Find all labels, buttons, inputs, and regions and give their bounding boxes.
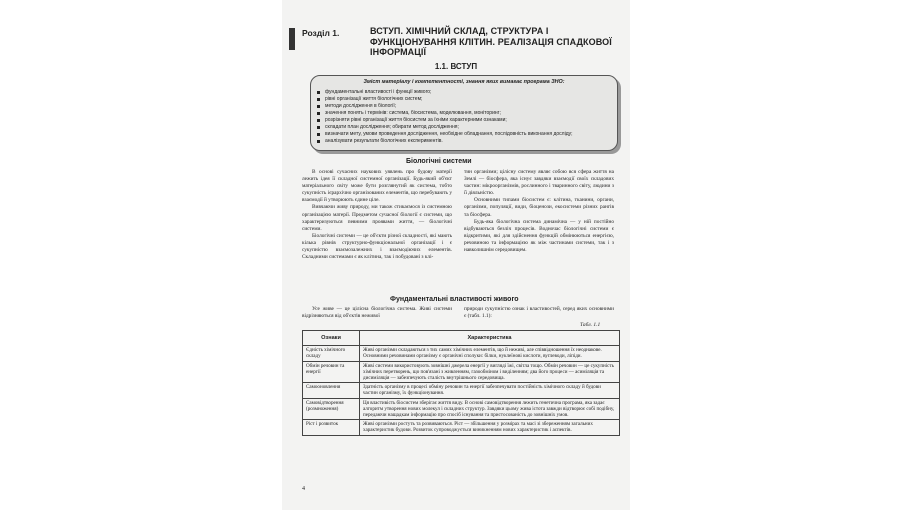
table-cell: Ця властивість біосистем зберігає життя виду. В основі самовідтворення лежить генетична програма, яка задає алгоритм утворення нових молекул і складних структур. Завдяки цьому жива істота завжди відтворює собі подібну, передаючи нащадкам інформацію про спосіб існування та пристосованість до зовнішніх умов. [360,398,620,420]
bio-right-column [464,169,614,254]
paragraph: Вивчаючи живу природу, ми також стикаємося із системною організацією матерії. Предметом сучасної біології є системи, що характеризуються певними проявами життя, — біологічні системи. [302,204,452,232]
bio-left-column [302,169,452,261]
bio-systems-heading: Біологічні системи [406,158,472,165]
book-page [282,0,630,510]
table-row [303,398,620,420]
section-number: Розділ 1. [302,28,340,38]
curriculum-heading: Зміст матеріалу і компетентності, знання яких вимагає програма ЗНО: [363,79,565,85]
paragraph: Біологічні системи — це об'єкти різної складності, які мають кілька рівнів структурно-функціональної організації і є сукупністю взаємозалежних і взаємодіючих елементів. Складними системами є як клітина, так і побудовані з клі- [302,232,452,261]
table-cell: Обмін речовин та енергії [303,361,360,383]
table-cell: Живі організми ростуть та розвиваються. Ріст — збільшення у розмірах та масі зі збереженням загальних характеристик будови. Розвиток супроводжується виникненням нових характеристик і аспектів. [360,420,620,435]
paragraph: Основними типами біосистем є: клітина, тканини, органи, організми, популяції, види, біоценози, екосистеми різних рангів та біосфера. [464,197,614,218]
curriculum-list [317,89,613,145]
table-cell: Ріст і розвиток [303,420,360,435]
table-cell: Самооновлення [303,383,360,398]
table-row [303,361,620,383]
list-item: рівні організації життя біологічних систем; [317,96,613,103]
curriculum-box [310,75,618,151]
paragraph: природи сукупністю ознак і властивостей, серед яких основними є (табл. 1.1): [464,306,614,320]
table-label: Табл. 1.1 [580,322,601,328]
table-cell: Самовідтворення (розмноження) [303,398,360,420]
table-cell: Єдність хімічного складу [303,346,360,361]
table-header-row [303,331,620,346]
list-item: значення понять і термінів: система, біосистема, моделювання, моніторинг; [317,110,613,117]
table-row [303,346,620,361]
list-item: складати план дослідження; обирати метод дослідження; [317,124,613,131]
list-item: аналізувати результати біологічних експериментів. [317,138,613,145]
table-row [303,420,620,435]
paragraph: Усе живе — це цілісна біологічна система. Живі системи відрізняються від об'єктів неживої [302,306,452,320]
paragraph: В основі сучасних наукових уявлень про будову матерії лежить ідея її складної системної організації. Будь-який об'єкт матеріального світу може бути розглянутий як система, тобто сукупність ієрархічно організованих елементів, що перебувають у взаємодії й утворюють єдине ціле. [302,169,452,204]
fund-left-text [302,306,452,320]
page-number: 4 [302,486,305,492]
table-row [303,383,620,398]
chapter-title: ВСТУП. ХІМІЧНИЙ СКЛАД, СТРУКТУРА І ФУНКЦІОНУВАННЯ КЛІТИН. РЕАЛІЗАЦІЯ СПАДКОВОЇ ІНФОРМАЦІЇ [370,26,612,57]
paragraph: тин організми; цілісну систему являє собою вся сфера життя на Землі — біосфера, яка існує завдяки взаємодії своїх складових частин: мікроорганізмів, рослинного і тваринного світу, людини з її діяльністю. [464,169,614,197]
section-marker [289,28,295,50]
list-item: методи дослідження в біології; [317,103,613,110]
list-item: фундаментальні властивості і функції живого; [317,89,613,96]
header-cell: Характеристика [360,331,620,346]
table-cell: Живі системи використовують зовнішні джерела енергії у вигляді їжі, світла тощо. Обмін речовин — це сукупність хімічних перетворень, що пов'язані з живленням, газообміном і виділенням; два його процеси — асиміляція та дисиміляція — забезпечують сталість внутрішнього середовища. [360,361,620,383]
paragraph: Будь-яка біологічна система динамічна — у ній постійно відбуваються безліч процесів. Водночас біологічні системи є відкритими, які для здійснення функцій обмінюються енергією, речовиною та інформацією як між частинами системи, так і з навколишнім середовищем. [464,218,614,254]
table-cell: Здатність організму в процесі обміну речовин та енергії забезпечувати постійність хімічного складу й будови частин організму, їх функціонування. [360,383,620,398]
list-item: визначати мету, умови проведення дослідження, необхідне обладнання, послідовність виконання досліду; [317,131,613,138]
fundamental-heading: Фундаментальні властивості живого [390,296,519,303]
header-cell: Ознаки [303,331,360,346]
fund-right-text [464,306,614,320]
list-item: розрізняти рівні організації життя біосистем за їхніми характерними ознаками; [317,117,613,124]
subsection-title: 1.1. ВСТУП [434,62,478,71]
properties-table [302,330,620,436]
table-cell: Живі організми складаються з тих самих хімічних елементів, що й неживі, але співвідношення їх неоднакове. Основними речовинами організму є органічні сполуки: білки, нуклеїнові кислоти, вуглеводи, ліпіди. [360,346,620,361]
